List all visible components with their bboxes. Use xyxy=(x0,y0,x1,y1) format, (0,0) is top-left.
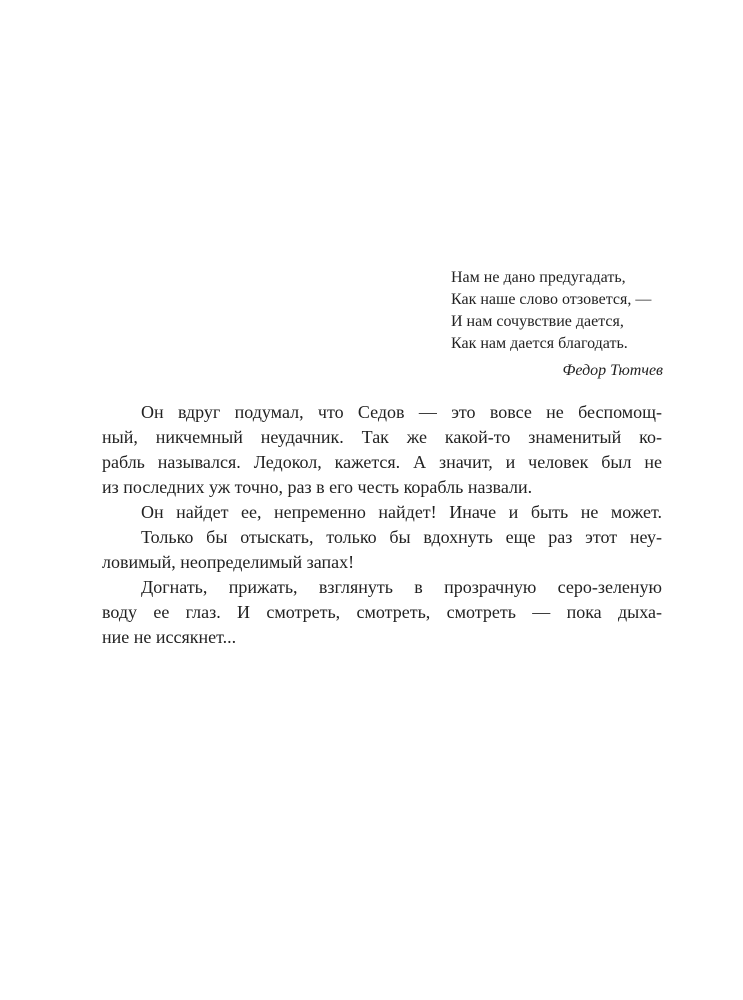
text-line: из последних уж точно, раз в его честь корабль назвали. xyxy=(102,477,533,497)
text-line: ловимый, неопределимый запах! xyxy=(102,552,355,572)
body-text xyxy=(102,400,662,650)
text-line: воду ее глаз. И смотреть, смотреть, смотреть — пока дыха- xyxy=(102,602,662,622)
epigraph xyxy=(451,267,663,382)
paragraph-2 xyxy=(102,500,662,525)
epigraph-line-4: Как нам дается благодать. xyxy=(451,335,628,352)
text-line: Догнать, прижать, взглянуть в прозрачную серо-зеленую xyxy=(141,577,662,597)
paragraph-4 xyxy=(102,575,662,650)
epigraph-attribution: Федор Тютчев xyxy=(562,362,663,379)
epigraph-line-1: Нам не дано предугадать, xyxy=(451,269,626,286)
epigraph-line-2: Как наше слово отзовется, — xyxy=(451,291,652,308)
text-line: ние не иссякнет... xyxy=(102,627,237,647)
text-line: ный, никчемный неудачник. Так же какой-то знаменитый ко- xyxy=(102,427,662,447)
text-line: Только бы отыскать, только бы вдохнуть еще раз этот неу- xyxy=(141,527,662,547)
paragraph-1 xyxy=(102,400,662,500)
epigraph-line-3: И нам сочувствие дается, xyxy=(451,313,624,330)
text-line: Он вдруг подумал, что Седов — это вовсе не беспомощ- xyxy=(141,402,662,422)
paragraph-3 xyxy=(102,525,662,575)
text-line: Он найдет ее, непременно найдет! Иначе и быть не может. xyxy=(141,502,662,522)
text-line: рабль назывался. Ледокол, кажется. А значит, и человек был не xyxy=(102,452,662,472)
